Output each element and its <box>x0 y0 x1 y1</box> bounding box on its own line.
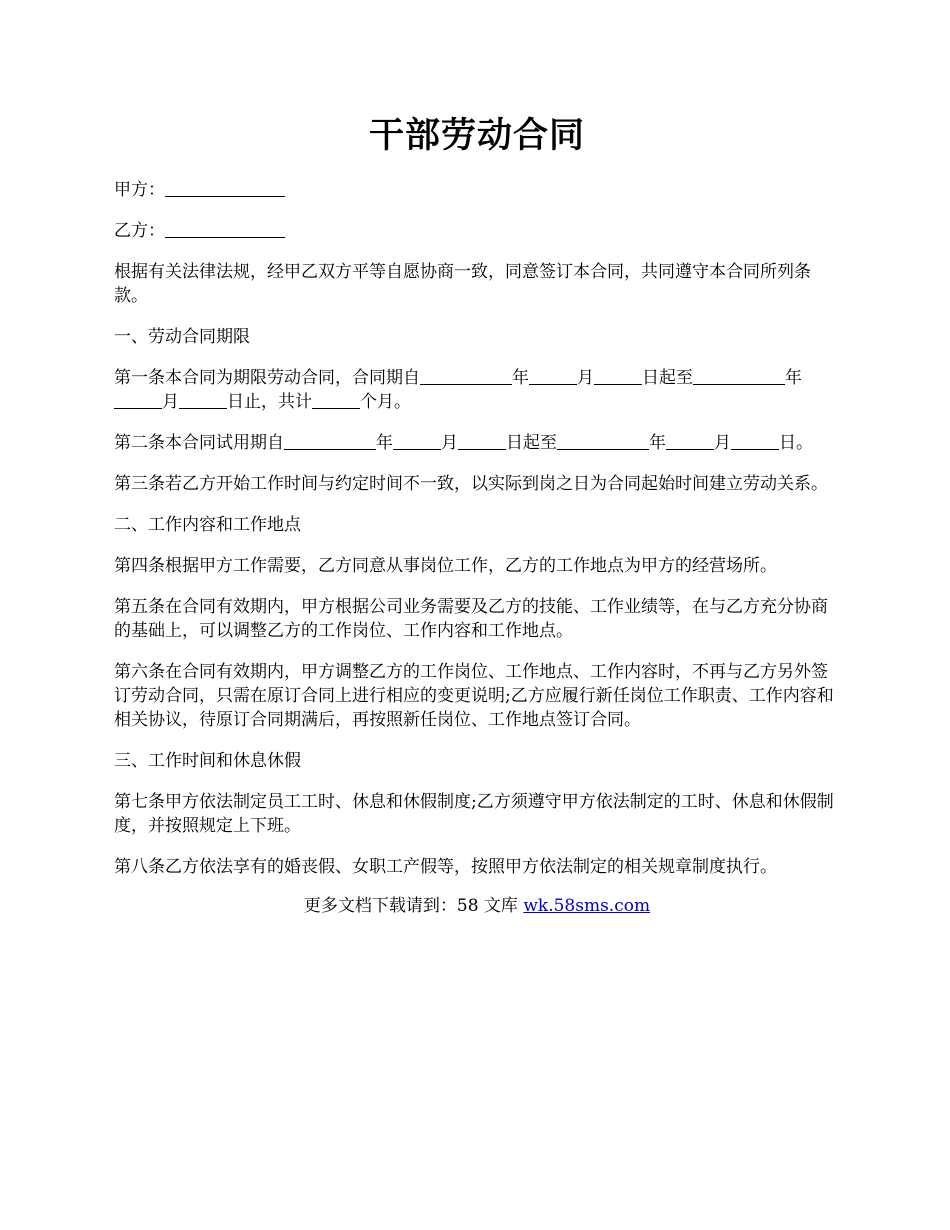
party-b-line <box>114 219 840 243</box>
day-to-label: 日止，共计 <box>227 392 312 412</box>
month-label: 月 <box>714 433 731 453</box>
total-months-blank[interactable] <box>312 390 360 409</box>
trial-start-month-blank[interactable] <box>393 431 441 450</box>
year-label: 年 <box>785 368 802 388</box>
document-title: 干部劳动合同 <box>368 115 585 156</box>
footer <box>114 894 840 918</box>
month-label: 月 <box>162 392 179 412</box>
month-label: 月 <box>577 368 594 388</box>
trial-end-year-blank[interactable] <box>557 431 649 450</box>
section-1-heading: 一、劳动合同期限 <box>114 327 250 347</box>
day-from-label: 日起至 <box>506 433 557 453</box>
trial-end-day-blank[interactable] <box>731 431 779 450</box>
article-2-text: 第二条本合同试用期自 <box>114 433 284 453</box>
year-label: 年 <box>376 433 393 453</box>
article-7: 第七条甲方依法制定员工工时、休息和休假制度;乙方须遵守甲方依法制定的工时、休息和休假制度，并按照规定上下班。 <box>114 792 834 836</box>
year-label: 年 <box>512 368 529 388</box>
party-b-blank[interactable] <box>165 219 285 238</box>
intro-paragraph: 根据有关法律法规，经甲乙双方平等自愿协商一致，同意签订本合同，共同遵守本合同所列条款。 <box>114 262 811 306</box>
start-year-blank[interactable] <box>420 366 512 385</box>
trial-end-month-blank[interactable] <box>666 431 714 450</box>
article-2 <box>114 431 840 455</box>
article-4: 第四条根据甲方工作需要，乙方同意从事岗位工作，乙方的工作地点为甲方的经营场所。 <box>114 556 777 576</box>
day-from-label: 日起至 <box>642 368 693 388</box>
article-1 <box>114 366 840 414</box>
party-a-blank[interactable] <box>165 178 285 197</box>
article-5: 第五条在合同有效期内，甲方根据公司业务需要及乙方的技能、工作业绩等，在与乙方充分协商的基础上，可以调整乙方的工作岗位、工作内容和工作地点。 <box>114 597 828 641</box>
footer-text: 更多文档下载请到：58 文库 <box>303 896 524 916</box>
document-page <box>114 110 840 918</box>
end-month-blank[interactable] <box>114 390 162 409</box>
month-label: 月 <box>441 433 458 453</box>
start-month-blank[interactable] <box>529 366 577 385</box>
footer-link[interactable]: wk.58sms.com <box>523 896 651 916</box>
article-1-text: 第一条本合同为期限劳动合同，合同期自 <box>114 368 420 388</box>
year-label: 年 <box>649 433 666 453</box>
trial-start-day-blank[interactable] <box>458 431 506 450</box>
article-8: 第八条乙方依法享有的婚丧假、女职工产假等，按照甲方依法制定的相关规章制度执行。 <box>114 857 777 877</box>
trial-start-year-blank[interactable] <box>284 431 376 450</box>
section-2-heading: 二、工作内容和工作地点 <box>114 515 301 535</box>
months-label: 个月。 <box>360 392 411 412</box>
party-a-line <box>114 178 840 202</box>
party-a-label: 甲方： <box>114 180 165 200</box>
end-day-blank[interactable] <box>179 390 227 409</box>
party-b-label: 乙方： <box>114 221 165 241</box>
article-3: 第三条若乙方开始工作时间与约定时间不一致，以实际到岗之日为合同起始时间建立劳动关系。 <box>114 474 828 494</box>
start-day-blank[interactable] <box>594 366 642 385</box>
day-end-label: 日。 <box>779 433 813 453</box>
article-6: 第六条在合同有效期内，甲方调整乙方的工作岗位、工作地点、工作内容时，不再与乙方另外签订劳动合同，只需在原订合同上进行相应的变更说明;乙方应履行新任岗位工作职责、工作内容和相关协议，待原订合同期满后，再按照新任岗位、工作地点签订合同。 <box>114 662 834 730</box>
section-3-heading: 三、工作时间和休息休假 <box>114 751 301 771</box>
end-year-blank[interactable] <box>693 366 785 385</box>
